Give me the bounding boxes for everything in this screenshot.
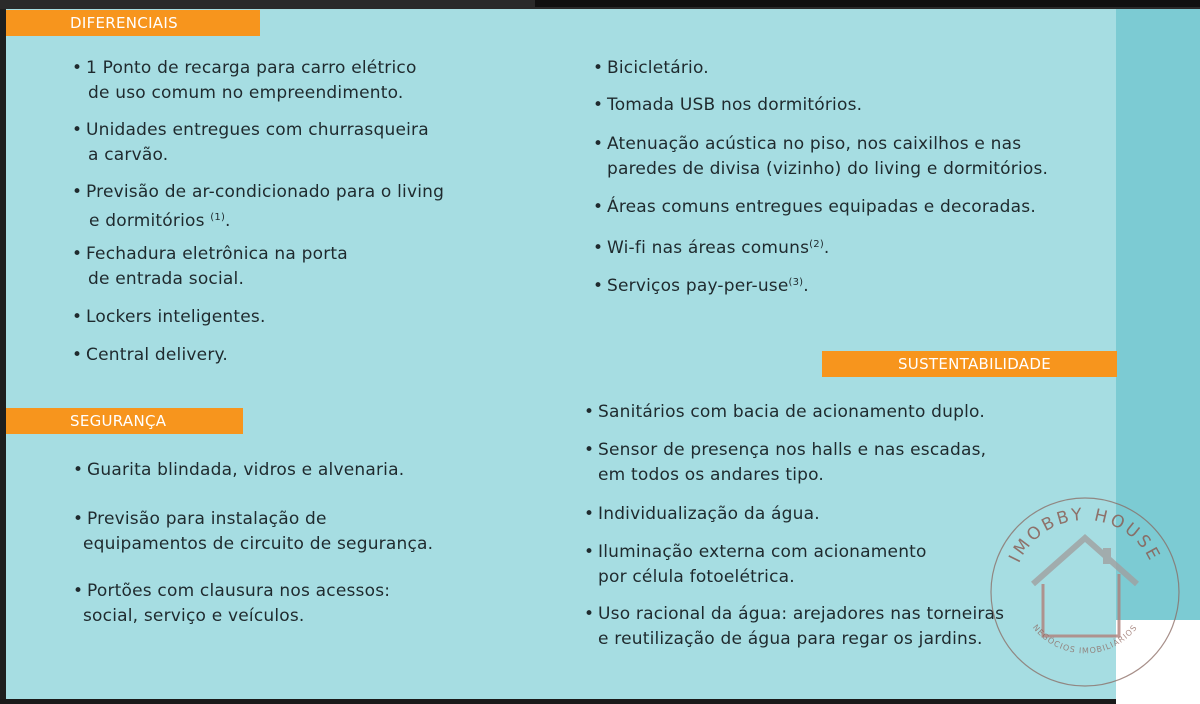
list-item: • Unidades entregues com churrasqueira a carvão. xyxy=(72,118,429,168)
house-icon xyxy=(1033,538,1137,636)
list-item: • Portões com clausura nos acessos: social, serviço e veículos. xyxy=(73,579,390,629)
item-text: Áreas comuns entregues equipadas e decoradas. xyxy=(607,197,1036,217)
list-item: • Previsão de ar-condicionado para o living e dormitórios $^{(1)}$. xyxy=(72,182,445,231)
item-text: Wi-fi nas áreas comuns xyxy=(607,238,810,258)
item-text-tail: . xyxy=(803,276,809,296)
item-text-cont: e dormitórios xyxy=(89,211,205,231)
list-item: • Guarita blindada, vidros e alvenaria. xyxy=(73,460,405,480)
stamp-brand: IMOBBY HOUSE xyxy=(1005,504,1165,566)
list-item: • Áreas comuns entregues equipadas e decoradas. xyxy=(593,197,1036,217)
item-text: Portões com clausura nos acessos: xyxy=(87,581,391,601)
list-item: • 1 Ponto de recarga para carro elétrico de uso comum no empreendimento. xyxy=(72,56,417,106)
item-text-cont: e reutilização de água para regar os jardins. xyxy=(598,629,983,649)
footnote-marker: (3) xyxy=(788,277,804,288)
list-item: • Uso racional da água: arejadores nas torneiras e reutilização de água para regar os jardins. xyxy=(584,602,1004,652)
item-text: Fechadura eletrônica na porta xyxy=(86,244,348,264)
list-item: • Central delivery. xyxy=(72,345,228,365)
section-title-seguranca: SEGURANÇA xyxy=(6,408,243,434)
item-text-cont: de uso comum no empreendimento. xyxy=(88,83,404,103)
item-text: Previsão para instalação de xyxy=(87,509,327,529)
stamp-ring xyxy=(991,498,1179,686)
list-item: • Fechadura eletrônica na porta de entrada social. xyxy=(72,242,348,292)
item-text: Individualização da água. xyxy=(598,504,820,524)
item-text-tail: . xyxy=(823,238,830,258)
footnote-marker: (1) xyxy=(210,212,226,223)
item-text: Guarita blindada, vidros e alvenaria. xyxy=(87,460,405,480)
item-text-cont: social, serviço e veículos. xyxy=(83,606,305,626)
item-text-cont: em todos os andares tipo. xyxy=(598,465,825,485)
item-text-cont: por célula fotoelétrica. xyxy=(598,567,795,587)
list-item: • Tomada USB nos dormitórios. xyxy=(593,95,863,115)
list-item: • Previsão para instalação de equipamentos de circuito de segurança. xyxy=(73,507,433,557)
item-text-cont: de entrada social. xyxy=(88,269,245,289)
section-title-diferenciais: DIFERENCIAIS xyxy=(6,10,260,36)
item-text: Bicicletário. xyxy=(607,58,709,78)
item-text: Lockers inteligentes. xyxy=(86,307,266,327)
item-text: Serviços pay-per-use xyxy=(607,276,789,296)
list-item: • Sensor de presença nos halls e nas escadas, em todos os andares tipo. xyxy=(584,438,986,488)
item-text-cont: equipamentos de circuito de segurança. xyxy=(83,534,434,554)
item-text: Sanitários com bacia de acionamento duplo. xyxy=(598,402,985,422)
item-text: 1 Ponto de recarga para carro elétrico xyxy=(86,58,417,78)
list-item: • Iluminação externa com acionamento por célula fotoelétrica. xyxy=(584,540,927,590)
item-text-cont: a carvão. xyxy=(88,145,169,165)
item-text: Central delivery. xyxy=(86,345,228,365)
item-text-cont: paredes de divisa (vizinho) do living e dormitórios. xyxy=(607,159,1049,179)
item-text: Sensor de presença nos halls e nas escadas, xyxy=(598,440,987,460)
list-item: • Serviços pay-per-use$^{(3)}$. xyxy=(593,276,809,296)
list-item: • Bicicletário. xyxy=(593,58,709,78)
list-item: • Wi-fi nas áreas comuns$^{(2)}$. xyxy=(593,238,830,258)
list-item: • Sanitários com bacia de acionamento duplo. xyxy=(584,402,985,422)
item-text: Previsão de ar-condicionado para o living xyxy=(86,182,445,202)
item-text: Uso racional da água: arejadores nas torneiras xyxy=(598,604,1005,624)
bottom-bar xyxy=(0,699,1116,704)
stamp-tagline: NEGÓCIOS IMOBILIÁRIOS xyxy=(1030,622,1140,656)
item-text: Tomada USB nos dormitórios. xyxy=(607,95,863,115)
list-item: • Lockers inteligentes. xyxy=(72,307,266,327)
item-text: Atenuação acústica no piso, nos caixilhos e nas xyxy=(607,134,1022,154)
item-text: Unidades entregues com churrasqueira xyxy=(86,120,429,140)
footnote-marker: (2) xyxy=(809,239,824,250)
top-bar-dark xyxy=(535,0,1200,7)
item-text: Iluminação externa com acionamento xyxy=(598,542,927,562)
section-title-sustentabilidade: SUSTENTABILIDADE xyxy=(822,351,1117,377)
watermark-stamp xyxy=(985,492,1185,692)
item-text-tail: . xyxy=(225,211,231,231)
top-bar xyxy=(0,0,1200,9)
list-item: • Atenuação acústica no piso, nos caixilhos e nas paredes de divisa (vizinho) do living e dormitórios. xyxy=(593,132,1048,182)
list-item: • Individualização da água. xyxy=(584,504,820,524)
